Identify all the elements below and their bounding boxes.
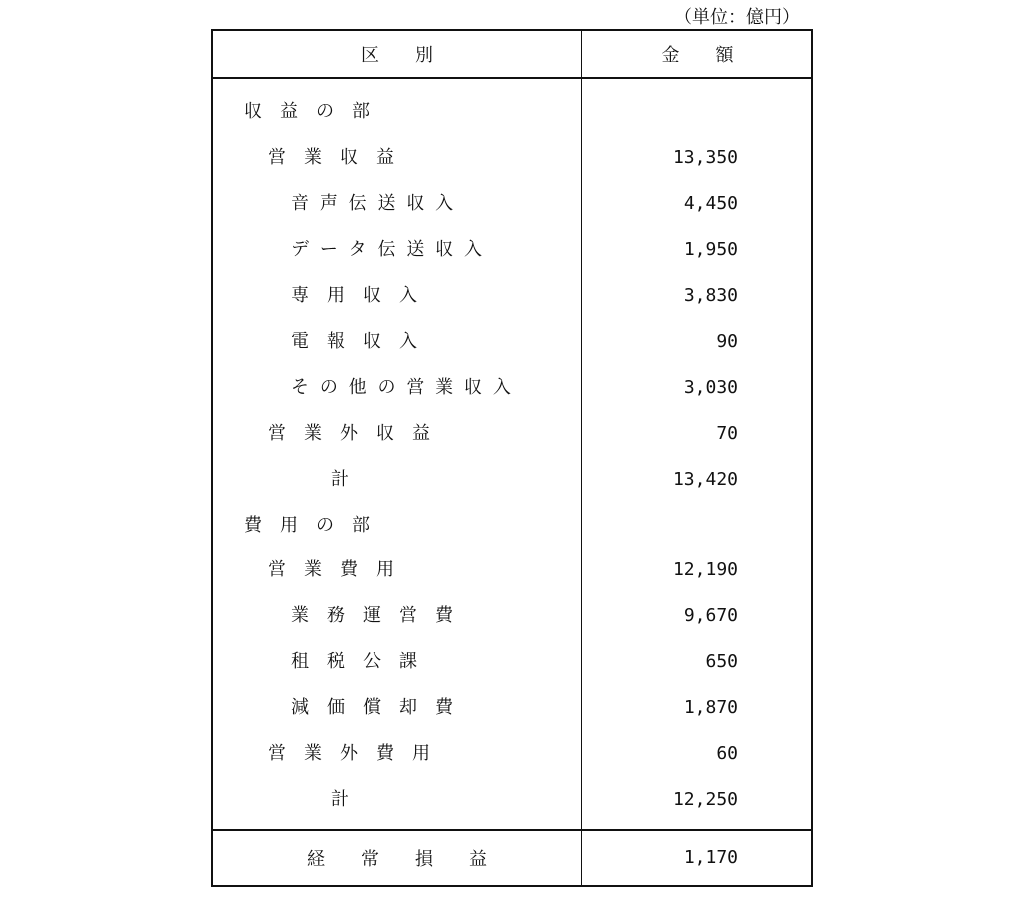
unit-note: （単位：億円） xyxy=(674,7,800,28)
row-label: 租 税 公 課 xyxy=(291,651,417,672)
table-row xyxy=(213,419,811,449)
row-amount: 60 xyxy=(716,743,738,764)
table-header xyxy=(213,31,811,79)
row-label: 専 用 収 入 xyxy=(291,285,417,306)
row-label: 収 益 の 部 xyxy=(244,101,370,122)
table-row xyxy=(213,693,811,723)
table-row xyxy=(213,189,811,219)
table-row xyxy=(213,235,811,265)
row-amount: 650 xyxy=(705,651,738,672)
row-label: 費 用 の 部 xyxy=(244,515,370,536)
table-row xyxy=(213,143,811,173)
row-label: 営 業 外 収 益 xyxy=(268,423,430,444)
row-amount: 3,030 xyxy=(683,377,738,398)
row-label: 電 報 収 入 xyxy=(291,331,417,352)
row-amount: 12,190 xyxy=(672,559,738,580)
category-column-header: 区 別 xyxy=(361,45,433,66)
row-label: 営 業 費 用 xyxy=(268,559,394,580)
row-amount: 9,670 xyxy=(683,605,738,626)
row-label: 計 xyxy=(331,789,349,810)
row-label: 計 xyxy=(331,469,349,490)
amount-column-header: 金 額 xyxy=(661,45,734,66)
table-row xyxy=(213,739,811,769)
row-label: 営 業 外 費 用 xyxy=(268,743,430,764)
row-amount: 70 xyxy=(716,423,738,444)
row-label: デ ー タ 伝 送 収 入 xyxy=(291,239,483,260)
table-row xyxy=(213,327,811,357)
ordinary-profit-label: 経 常 損 益 xyxy=(307,849,487,870)
row-label: 音 声 伝 送 収 入 xyxy=(291,193,454,214)
row-amount: 90 xyxy=(716,331,738,352)
table-row xyxy=(213,785,811,815)
row-amount: 12,250 xyxy=(672,789,738,810)
row-label: 業 務 運 営 費 xyxy=(291,605,453,626)
table-row xyxy=(213,465,811,495)
row-amount: 1,950 xyxy=(683,239,738,260)
ordinary-profit-row xyxy=(213,829,811,885)
row-amount: 4,450 xyxy=(683,193,738,214)
row-amount: 3,830 xyxy=(683,285,738,306)
ordinary-profit-amount: 1,170 xyxy=(683,847,738,868)
table-body xyxy=(213,79,811,833)
row-label: 減 価 償 却 費 xyxy=(291,697,453,718)
table-row xyxy=(213,281,811,311)
row-amount: 13,350 xyxy=(672,147,738,168)
table-row xyxy=(213,647,811,677)
row-label: そ の 他 の 営 業 収 入 xyxy=(291,377,511,398)
table-row xyxy=(213,601,811,631)
table-row xyxy=(213,555,811,585)
table-row xyxy=(213,511,811,541)
income-statement-table xyxy=(211,29,813,887)
row-amount: 1,870 xyxy=(683,697,738,718)
table-row xyxy=(213,97,811,127)
row-label: 営 業 収 益 xyxy=(268,147,394,168)
row-amount: 13,420 xyxy=(672,469,738,490)
table-row xyxy=(213,373,811,403)
